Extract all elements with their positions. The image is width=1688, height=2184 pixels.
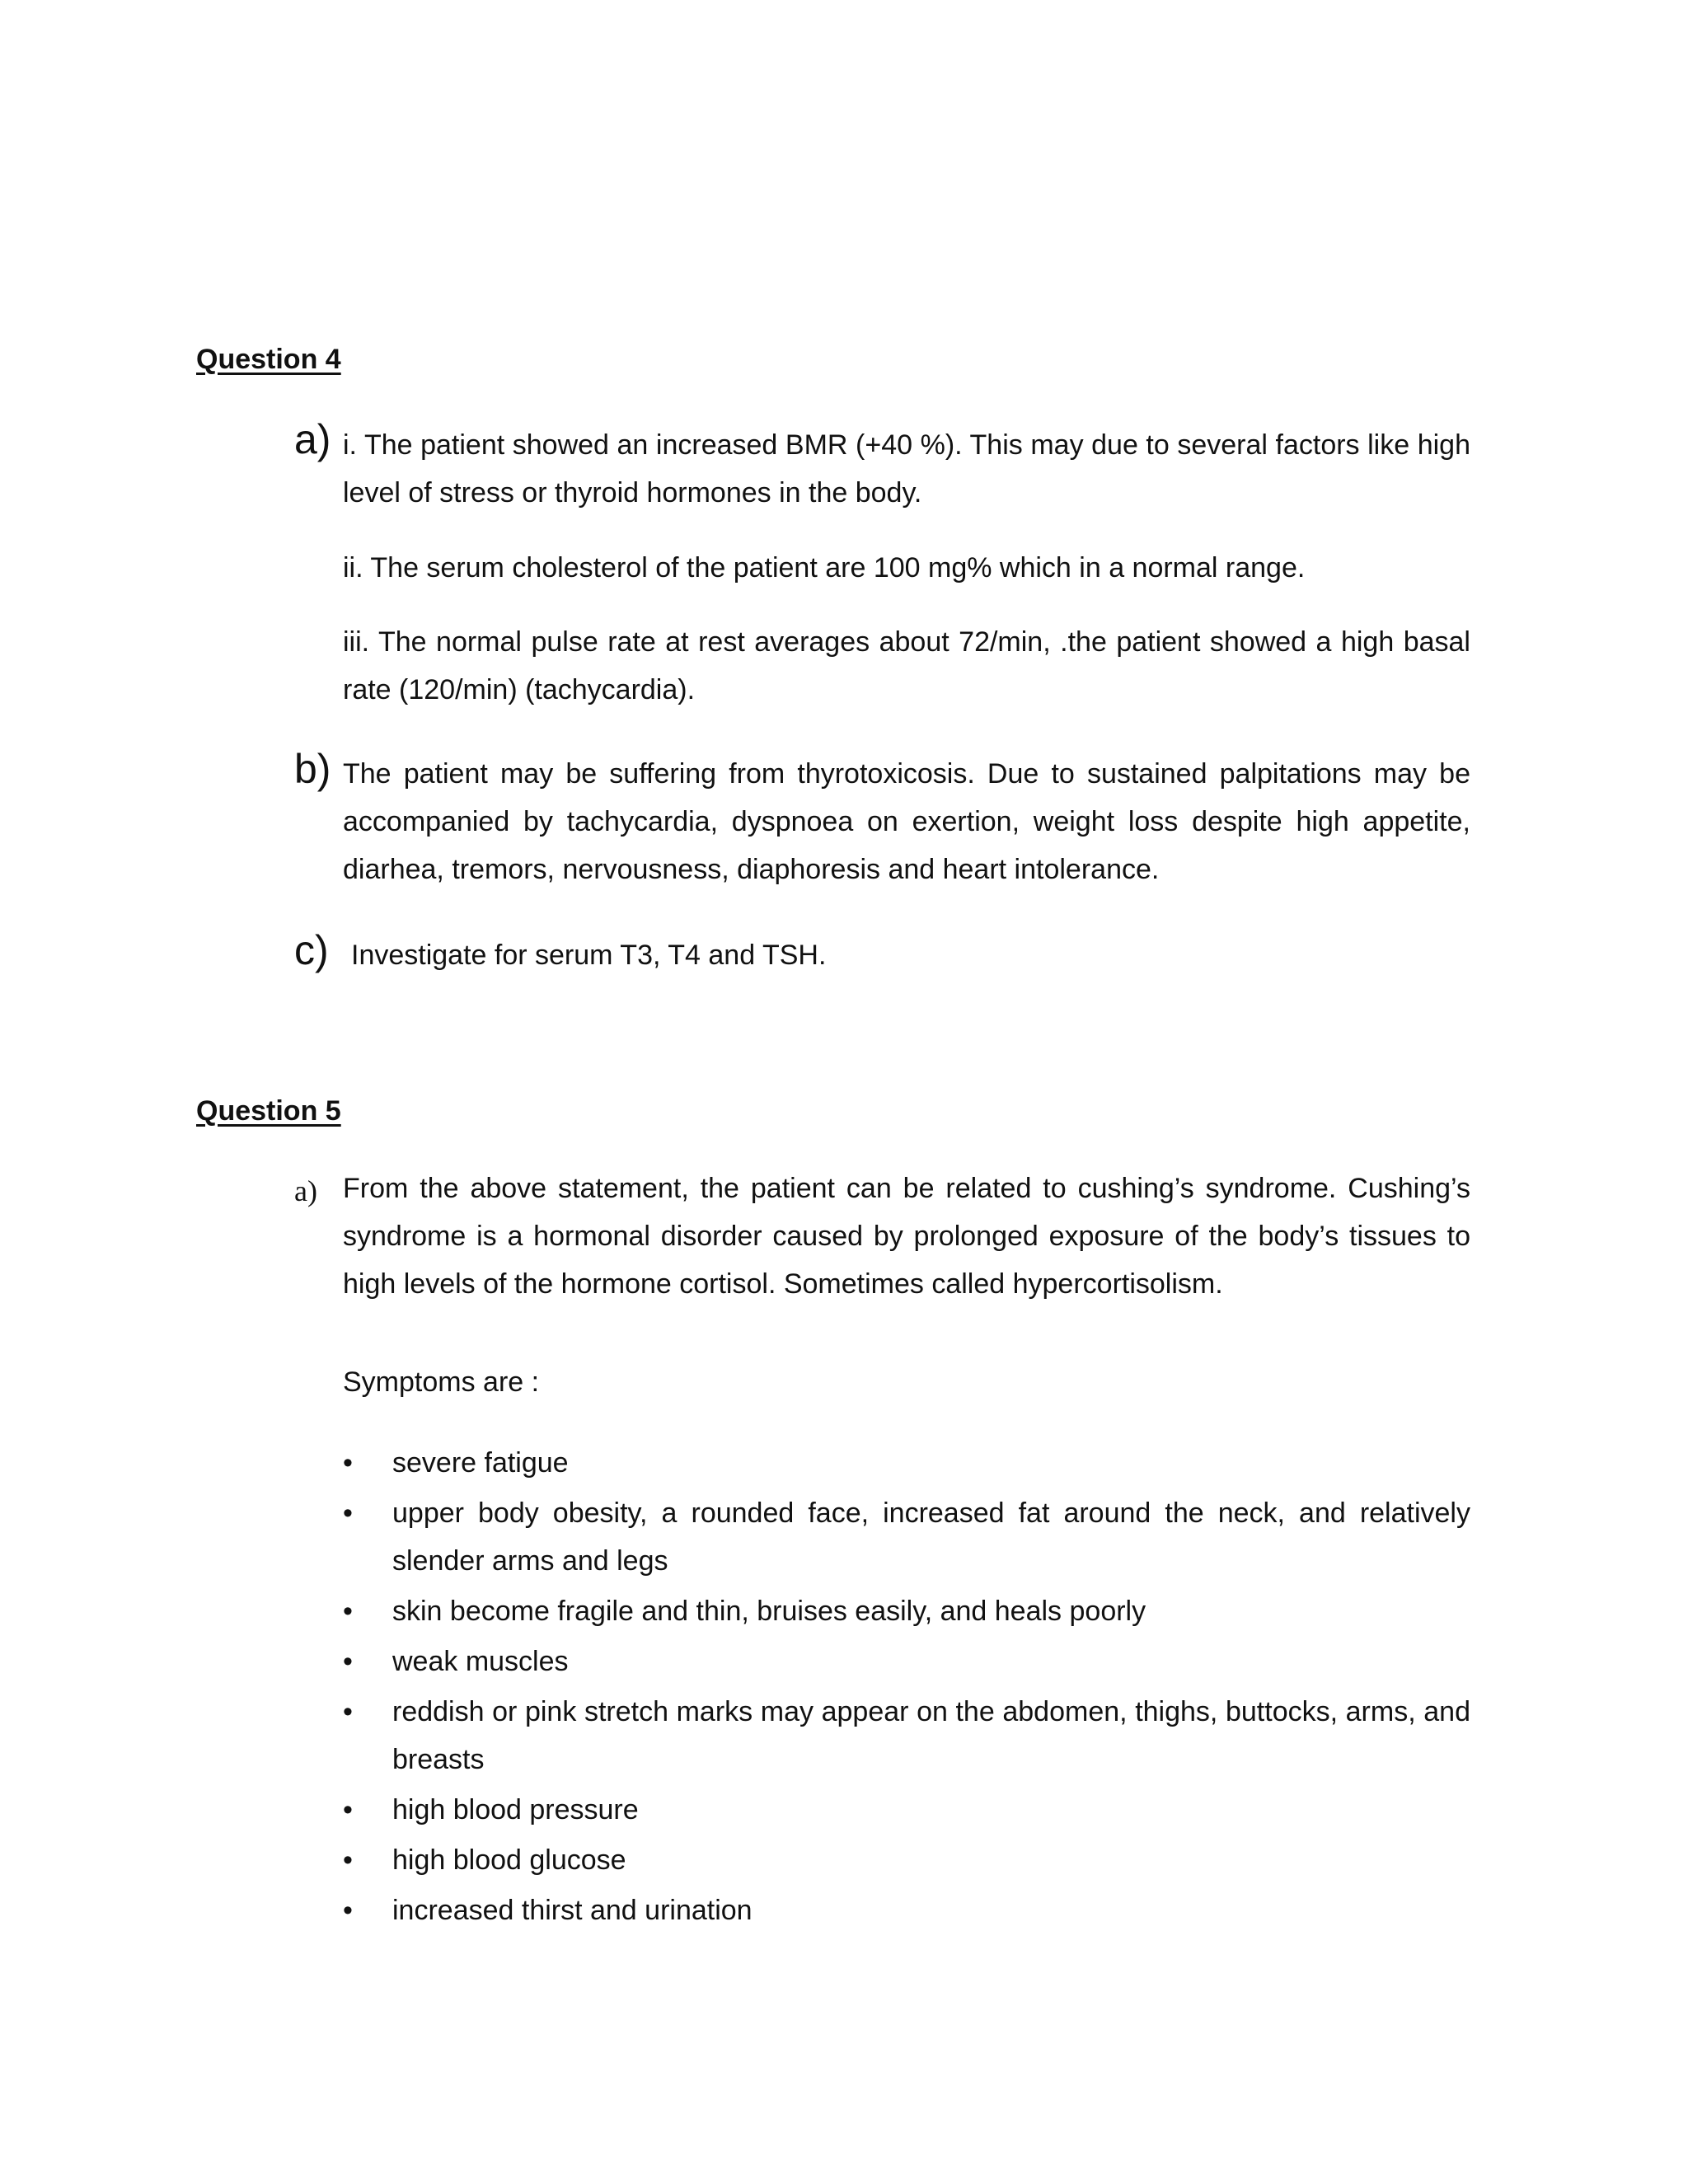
bullet-icon: • (343, 1844, 353, 1876)
list-item (343, 1836, 1470, 1884)
list-item (343, 1786, 1470, 1834)
bullet-icon: • (343, 1497, 353, 1529)
list-item (343, 1489, 1470, 1585)
symptom-text: severe fatigue (392, 1447, 569, 1479)
symptom-text: high blood glucose (392, 1844, 626, 1876)
question-5-heading: Question 5 (196, 1095, 341, 1127)
list-item (343, 1638, 1470, 1685)
q4-c-text: Investigate for serum T3, T4 and TSH. (351, 940, 827, 971)
symptom-text: increased thirst and urination (392, 1895, 753, 1926)
symptom-text: high blood pressure (392, 1794, 639, 1825)
q4-part-a-marker: a) (294, 416, 331, 462)
bullet-icon: • (343, 1646, 353, 1677)
symptoms-label: Symptoms are : (343, 1366, 540, 1398)
q4-a-point-iii: iii. The normal pulse rate at rest averages about 72/min, .the patient showed a high basal rate (120/min) (tachycardia). (343, 626, 1470, 705)
q4-a-point-ii: ii. The serum cholesterol of the patient are 100 mg% which in a normal range. (343, 552, 1306, 583)
bullet-icon: • (343, 1447, 353, 1479)
symptom-text: upper body obesity, a rounded face, increased fat around the neck, and relatively slender arms and legs (392, 1497, 1470, 1577)
list-item (343, 1688, 1470, 1783)
question-4-heading: Question 4 (196, 344, 341, 375)
q4-b-text: The patient may be suffering from thyrotoxicosis. Due to sustained palpitations may be accompanied by tachycardia, dyspnoea on exertion, weight loss despite high appetite, diarhea, tremors, nervousness, diaphoresis and heart intolerance. (343, 758, 1470, 885)
bullet-icon: • (343, 1696, 353, 1727)
list-item (343, 1886, 1470, 1934)
symptom-text: weak muscles (392, 1646, 569, 1677)
list-item (343, 1587, 1470, 1635)
symptom-text: reddish or pink stretch marks may appear on the abdomen, thighs, buttocks, arms, and breasts (392, 1696, 1470, 1775)
bullet-icon: • (343, 1596, 353, 1627)
q4-part-c-marker: c) (294, 927, 329, 973)
bullet-icon: • (343, 1895, 353, 1926)
q5-part-a-marker: a) (294, 1174, 317, 1207)
bullet-icon: • (343, 1794, 353, 1825)
symptoms-list (343, 1439, 1470, 1937)
q4-part-b-marker: b) (294, 746, 331, 792)
q4-a-point-i: i. The patient showed an increased BMR (+40 %). This may due to several factors like high level of stress or thyroid hormones in the body. (343, 429, 1470, 509)
list-item (343, 1439, 1470, 1487)
q5-a-text: From the above statement, the patient can be related to cushing’s syndrome. Cushing’s syndrome is a hormonal disorder caused by prolonged exposure of the body’s tissues to high levels of the hormone cortisol. Sometimes called hypercortisolism. (343, 1173, 1470, 1300)
symptom-text: skin become fragile and thin, bruises easily, and heals poorly (392, 1596, 1146, 1627)
